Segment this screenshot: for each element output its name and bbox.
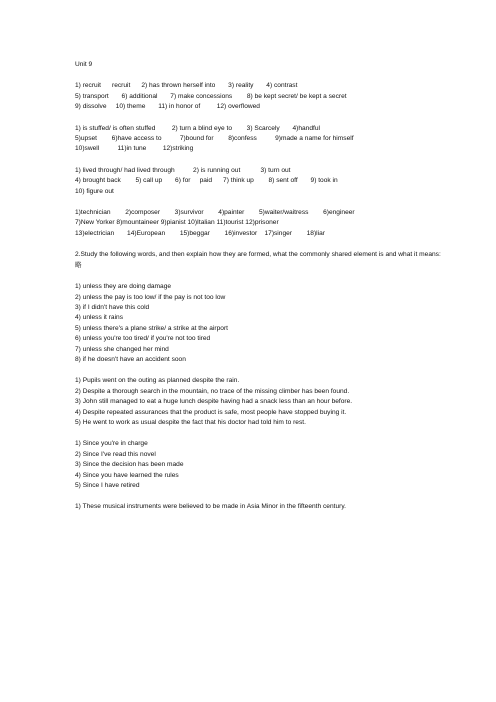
answer-line: 4) unless it rains <box>75 314 124 322</box>
document-body <box>75 81 456 512</box>
answer-line: 1) These musical instruments were believed to be made in Asia Minor in the fifteenth century. <box>75 503 346 511</box>
answer-line: 5) He went to work as usual despite the fact that his doctor had told him to rest. <box>75 418 306 426</box>
answer-section <box>75 502 456 512</box>
answer-line: 4) brought back 5) call up 6) for paid 7) think up 8) sent off 9) took in <box>75 177 338 185</box>
answer-line: 2) Despite a thorough search in the mountain, no trace of the missing climber has been found. <box>75 387 350 395</box>
answer-line: 1) Pupils went on the outing as planned despite the rain. <box>75 377 240 385</box>
answer-line: 略 <box>75 261 82 269</box>
answer-section <box>75 439 456 491</box>
answer-line: 5) Since I have retired <box>75 482 140 489</box>
answer-line: 5)upset 6)have access to 7)bound for 8)confess 9)made a name for himself <box>75 135 354 143</box>
answer-line: 3) if I didn't have this cold <box>75 303 150 311</box>
answer-line: 1) unless they are doing damage <box>75 283 172 291</box>
answer-line: 3) Since the decision has been made <box>75 461 184 469</box>
answer-line: 2.Study the following words, and then explain how they are formed, what the commonly shared element is and what it means: <box>75 251 441 259</box>
answer-line: 2) Since I've read this novel <box>75 450 156 458</box>
answer-section <box>75 166 456 197</box>
answer-line: 9) dissolve 10) theme 11) in honor of 12) overflowed <box>75 103 260 111</box>
answer-line: 5) transport 6) additional 7) make concessions 8) be kept secret/ be kept a secret <box>75 92 347 100</box>
answer-line: 10)swell 11)in tune 12)striking <box>75 145 194 153</box>
answer-line: 4) Despite repeated assurances that the product is safe, most people have stopped buying it. <box>75 408 347 416</box>
answer-line: 4) Since you have learned the rules <box>75 471 179 479</box>
answer-line: 1) lived through/ had lived through 2) is running out 3) turn out <box>75 166 291 174</box>
answer-section <box>75 250 456 271</box>
answer-line: 7)New Yorker 8)mountaineer 9)pianist 10)Italian 11)tourist 12)prisoner <box>75 219 279 227</box>
answer-section <box>75 208 456 239</box>
page-title: Unit 9 <box>75 61 93 68</box>
answer-line: 5) unless there's a plane strike/ a strike at the airport <box>75 324 228 332</box>
answer-section <box>75 124 456 155</box>
answer-line: 3) John still managed to eat a huge lunch despite having had a snack less than an hour before. <box>75 398 353 406</box>
answer-section <box>75 282 456 365</box>
answer-line: 2) unless the pay is too low/ if the pay is not too low <box>75 293 226 301</box>
answer-line: 10) figure out <box>75 187 114 195</box>
answer-line: 7) unless she changed her mind <box>75 345 169 353</box>
answer-section <box>75 81 456 112</box>
answer-line: 13)electrician 14)European 15)beggar 16)investor 17)singer 18)liar <box>75 229 325 237</box>
answer-line: 1) recruit recruit 2) has thrown herself into 3) reality 4) contrast <box>75 82 298 90</box>
answer-line: 1) Since you're in charge <box>75 440 148 448</box>
answer-line: 6) unless you're too tired/ if you're not too tired <box>75 335 211 343</box>
answer-line: 8) if he doesn't have an accident soon <box>75 355 186 363</box>
answer-line: 1) is stuffed/ is often stuffed 2) turn a blind eye to 3) Scarcely 4)handful <box>75 124 320 132</box>
answer-section <box>75 376 456 428</box>
answer-line: 1)technician 2)composer 3)survivor 4)painter 5)waiter/waitress 6)engineer <box>75 209 355 217</box>
